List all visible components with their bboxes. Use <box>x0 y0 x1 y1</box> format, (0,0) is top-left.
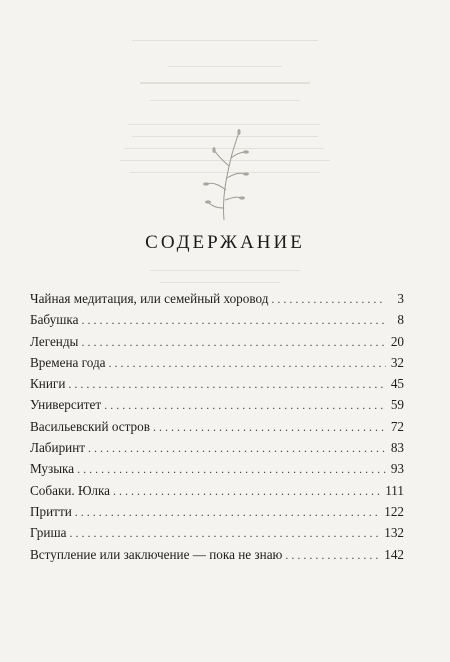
leader-dots <box>109 353 386 374</box>
toc-entry[interactable] <box>30 373 404 394</box>
toc-entry-page: 59 <box>390 397 404 413</box>
leader-dots <box>113 481 381 502</box>
leader-dots <box>104 395 386 416</box>
bleed-through-line <box>140 82 310 84</box>
leader-dots <box>77 459 386 480</box>
toc-entry-title: Васильевский остров <box>30 418 150 434</box>
toc-entry-page: 122 <box>384 503 404 519</box>
toc-entry[interactable] <box>30 522 404 543</box>
toc-entry-page: 45 <box>390 376 404 392</box>
toc-heading: СОДЕРЖАНИЕ <box>145 232 305 253</box>
toc-entry-title: Притти <box>30 503 72 519</box>
toc-entry-title: Времена года <box>30 354 106 370</box>
plant-sprig-icon <box>196 128 256 223</box>
toc-entry[interactable] <box>30 501 404 522</box>
toc-entry[interactable] <box>30 544 404 565</box>
leader-dots <box>285 545 380 566</box>
toc-entry[interactable] <box>30 416 404 437</box>
toc-entry-page: 3 <box>397 291 404 306</box>
toc-entry[interactable] <box>30 352 404 373</box>
leader-dots <box>88 438 386 459</box>
toc-entry-page: 32 <box>390 354 404 370</box>
toc-entry[interactable] <box>30 331 404 352</box>
toc-entry-title: Собаки. Юлка <box>30 482 111 498</box>
toc-entry-title: Музыка <box>30 461 75 477</box>
toc-entry-page: 83 <box>390 440 404 456</box>
bleed-through-line <box>150 270 300 271</box>
toc-entry[interactable] <box>30 309 404 330</box>
toc-entry-page: 142 <box>384 546 404 562</box>
leader-dots <box>271 289 386 310</box>
leader-dots <box>68 374 386 395</box>
toc-entry-page: 72 <box>390 418 404 434</box>
toc-entry-title: Книги <box>30 376 66 392</box>
toc-entry[interactable] <box>30 480 404 501</box>
toc-entry-title: Чайная медитация, или семейный хоровод <box>30 291 269 306</box>
bleed-through-line <box>132 40 318 41</box>
toc-entry-title: Университет <box>30 397 102 413</box>
bleed-through-line <box>168 66 282 67</box>
toc-entry[interactable] <box>30 394 404 415</box>
bleed-through-line <box>160 282 280 283</box>
bleed-through-line <box>128 124 320 125</box>
toc-entry[interactable] <box>30 437 404 458</box>
toc-entry-page: 93 <box>390 461 404 477</box>
toc-entry-page: 111 <box>385 482 404 498</box>
toc-entry-page: 132 <box>384 525 404 541</box>
toc-entry[interactable] <box>30 288 404 309</box>
bleed-through-line <box>150 100 300 101</box>
leader-dots <box>81 332 386 353</box>
toc-entry-page: 20 <box>390 333 404 349</box>
toc-entry-title: Легенды <box>30 333 79 349</box>
leader-dots <box>153 417 386 438</box>
table-of-contents <box>30 288 404 565</box>
toc-entry-page: 8 <box>397 312 404 328</box>
leader-dots <box>81 310 386 331</box>
toc-entry[interactable] <box>30 458 404 479</box>
toc-entry-title: Бабушка <box>30 312 79 328</box>
toc-entry-title: Гриша <box>30 525 67 541</box>
leader-dots <box>75 502 380 523</box>
leader-dots <box>69 523 380 544</box>
toc-entry-title: Лабиринт <box>30 440 86 456</box>
toc-entry-title: Вступление или заключение — пока не знаю <box>30 546 283 562</box>
